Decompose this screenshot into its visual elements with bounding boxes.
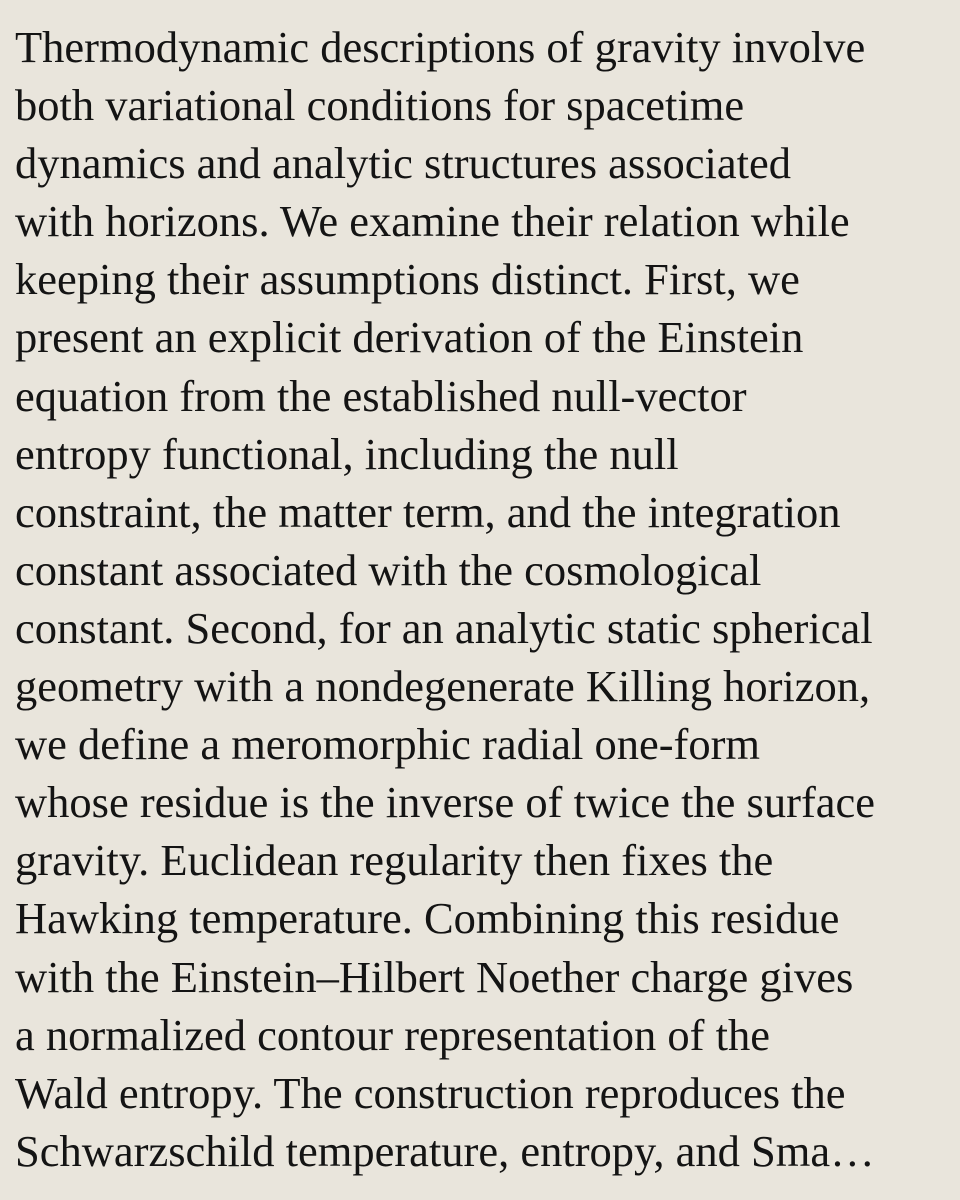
abstract-line: with the Einstein–Hilbert Noether charge gives [15,951,854,1002]
abstract-line: Wald entropy. The construction reproduces the [15,1067,846,1118]
abstract-line: present an explicit derivation of the Einstein [15,312,804,363]
abstract-line: a normalized contour representation of the [15,1009,770,1060]
abstract-line: Schwarzschild temperature, entropy, and Sma… [15,1125,875,1176]
abstract-line: constant associated with the cosmological [15,544,762,595]
abstract-line: with horizons. We examine their relation while [15,196,850,247]
abstract-line: both variational conditions for spacetime [15,80,745,131]
abstract-line: equation from the established null-vector [15,370,747,421]
abstract-line: we define a meromorphic radial one-form [15,719,761,770]
abstract-line: constant. Second, for an analytic static spherical [15,602,873,653]
abstract-line: geometry with a nondegenerate Killing horizon, [15,661,871,712]
abstract-line: gravity. Euclidean regularity then fixes the [15,835,774,886]
abstract-line: whose residue is the inverse of twice the surface [15,777,876,828]
abstract-line: keeping their assumptions distinct. First, we [15,254,800,305]
abstract-line: Hawking temperature. Combining this residue [15,893,840,944]
abstract-line: constraint, the matter term, and the integration [15,486,841,537]
abstract-line: Thermodynamic descriptions of gravity involve [15,22,866,72]
abstract-text [15,18,960,1180]
abstract-line: dynamics and analytic structures associated [15,138,792,189]
abstract-line: entropy functional, including the null [15,428,679,479]
